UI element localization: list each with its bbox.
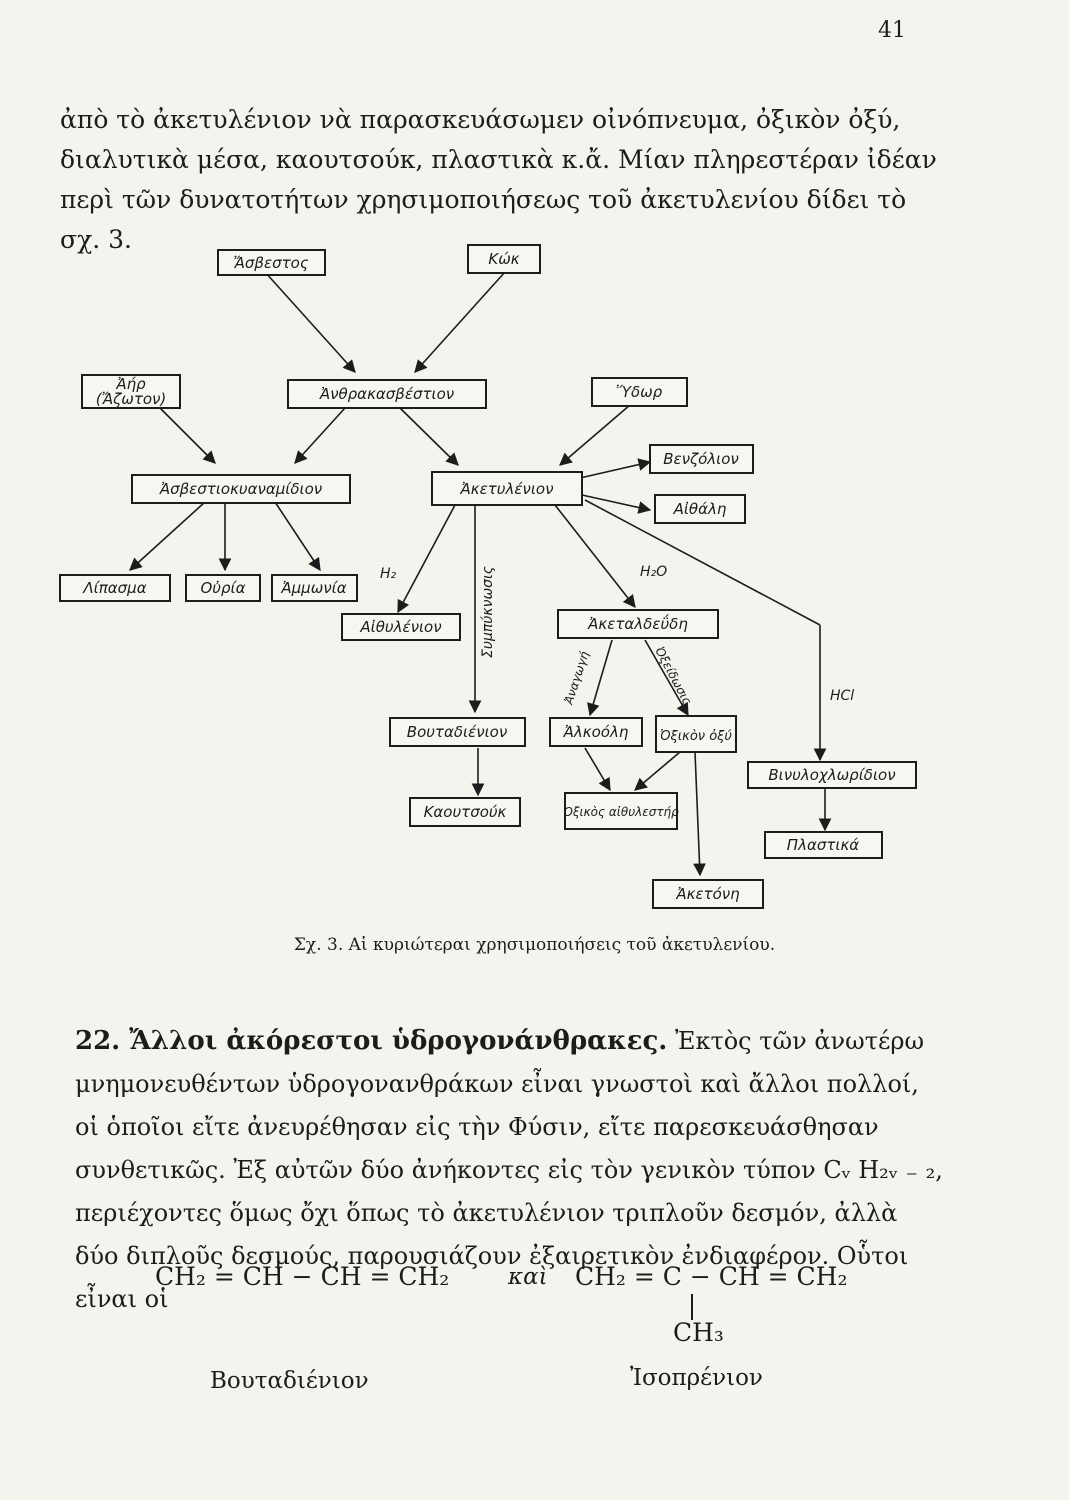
node-asvestos	[218, 250, 325, 275]
node-sublabel: (Ἄζωτον)	[95, 390, 167, 408]
edge-asvestos-anthrakasvestion	[265, 272, 355, 372]
node-anthrakasvestion	[288, 380, 486, 408]
edge-anthrakasvestion-aketylenion	[400, 408, 458, 465]
edge-anthrakasvestion-asvestiokyanamidion	[295, 408, 345, 463]
edge-label-sympyknosis: Συμπύκνωσις	[480, 565, 496, 658]
edge-label-h2: H₂	[380, 566, 397, 582]
node-plastika	[765, 832, 882, 858]
node-vinylochloridion	[748, 762, 916, 788]
diagram-edges	[130, 272, 825, 875]
node-label: Πλαστικά	[786, 836, 860, 854]
page-number: 41	[878, 18, 906, 43]
node-label: Ἀσβεστιοκυαναμίδιον	[159, 480, 323, 498]
node-kaoutsouk	[410, 798, 520, 826]
node-label: Λίπασμα	[83, 579, 147, 597]
node-label: Ὀξικὸν ὀξύ	[660, 729, 732, 744]
node-aketylenion	[432, 472, 582, 505]
edge-ydor-aketylenion	[560, 405, 630, 465]
isoprene-formula: CH₂ = C − CH = CH₂	[575, 1262, 848, 1291]
node-lipasma	[60, 575, 170, 601]
node-label: Αἰθάλη	[673, 500, 727, 518]
edge-label-h2o: H₂O	[640, 564, 668, 580]
edge-aketylenion-aithali	[582, 495, 650, 510]
node-oxikon-oxy	[656, 716, 736, 752]
node-label: Βενζόλιον	[663, 450, 739, 468]
section-title: 22. Ἄλλοι ἀκόρεστοι ὑδρογονάνθρακες.	[75, 1026, 668, 1056]
node-label: Οὐρία	[200, 579, 246, 597]
node-label: Αἰθυλένιον	[360, 618, 442, 636]
edge-oxikon-aketoni	[695, 752, 700, 875]
formula-connector: καὶ	[508, 1264, 548, 1290]
node-label: Ἀνθρακασβέστιον	[319, 385, 455, 403]
node-label: Ὀξικὸς αἰθυλεστήρ	[563, 805, 679, 819]
edge-aer-asvestiokyanamidion	[160, 408, 215, 463]
node-label: Βινυλοχλωρίδιον	[768, 766, 896, 784]
node-aketaldeydi	[558, 610, 718, 638]
node-venzolion	[650, 445, 753, 473]
section-text: Ἐκτὸς τῶν ἀνωτέρω μνημονευθέντων ὑδρογονανθράκων εἶναι γνωστοὶ καὶ ἄλλοι πολλοί, οἱ ὁποῖοι εἴτε ἀνευρέθησαν εἰς τὴν Φύσιν, εἴτε παρεσκευάσθησαν συνθετικῶς. Ἐξ αὐτῶν δύο ἀνήκοντες εἰς τὸν γενικὸν τύπον Cᵥ H₂ᵥ ₋ ₂, περιέχοντες ὅμως ὄχι ὅπως τὸ ἀκετυλένιον τριπλοῦν δεσμόν, ἀλλὰ δύο διπλοῦς δεσμούς, παρουσιάζουν ἐξαιρετικὸν ἐνδιαφέρον. Οὗτοι εἶναι οἱ	[75, 1027, 943, 1313]
butadiene-name: Βουταδιένιον	[210, 1368, 369, 1394]
node-alkooli	[550, 718, 642, 746]
node-aer	[82, 375, 180, 408]
node-label: Ἀήρ	[116, 375, 146, 393]
edge-alkooli-esterion	[585, 748, 610, 790]
node-ydor	[592, 378, 687, 406]
node-label: Ἀλκοόλη	[563, 723, 629, 741]
edge-aketylenion-venzolion	[580, 462, 650, 478]
node-aithali	[655, 495, 745, 523]
edge-aketaldeydi-alkooli	[590, 640, 612, 715]
isoprene-branch: CH₃	[673, 1318, 724, 1347]
isoprene-bond	[691, 1294, 693, 1320]
node-label: Κώκ	[488, 250, 520, 268]
node-aithylenion	[342, 614, 460, 640]
node-label: Καουτσούκ	[423, 803, 507, 821]
node-label: Ὕδωρ	[615, 383, 663, 401]
edge-label-oxeidosis: Ὀξείδωσις	[652, 644, 695, 708]
node-voutadienion	[390, 718, 525, 746]
node-oxikos-aithylestir	[563, 793, 679, 829]
node-ouria	[186, 575, 260, 601]
node-label: Ἀκετόνη	[676, 885, 740, 903]
node-label: Ἄσβεστος	[233, 254, 309, 272]
edge-kok-anthrakasvestion	[415, 272, 505, 372]
edge-aketylenion-aithylenion	[398, 505, 455, 612]
node-label: Βουταδιένιον	[406, 723, 508, 741]
node-aketoni	[653, 880, 763, 908]
intro-paragraph: ἀπὸ τὸ ἀκετυλένιον νὰ παρασκευάσωμεν οἰνόπνευμα, ὀξικὸν ὀξύ, διαλυτικὰ μέσα, καουτσούκ, πλαστικὰ κ.ἄ. Μίαν πληρεστέραν ἰδέαν περὶ τῶν δυνατοτήτων χρησιμοποιήσεως τοῦ ἀκετυλενίου δίδει τὸ σχ. 3.	[60, 105, 937, 254]
figure-caption: Σχ. 3. Αἱ κυριώτεραι χρησιμοποιήσεις τοῦ ἀκετυλενίου.	[293, 935, 776, 955]
edge-oxikon-esterion	[635, 752, 680, 790]
butadiene-formula: CH₂ = CH − CH = CH₂	[155, 1262, 450, 1291]
node-label: Ἀκετυλένιον	[460, 480, 554, 498]
isoprene-name: Ἰσοπρένιον	[630, 1365, 763, 1391]
node-ammonia	[272, 575, 357, 601]
node-label: Ἀμμωνία	[281, 579, 347, 597]
node-label: Ἀκεταλδεΰδη	[588, 615, 688, 633]
node-asvestiokyanamidion	[132, 475, 350, 503]
edge-kyanamidion-lipasma	[130, 502, 205, 570]
edge-label-hcl: HCl	[830, 688, 855, 704]
node-kok	[468, 245, 540, 273]
edge-kyanamidion-ammonia	[275, 502, 320, 570]
edge-label-anagogi: Ἀναγωγή	[561, 649, 592, 706]
